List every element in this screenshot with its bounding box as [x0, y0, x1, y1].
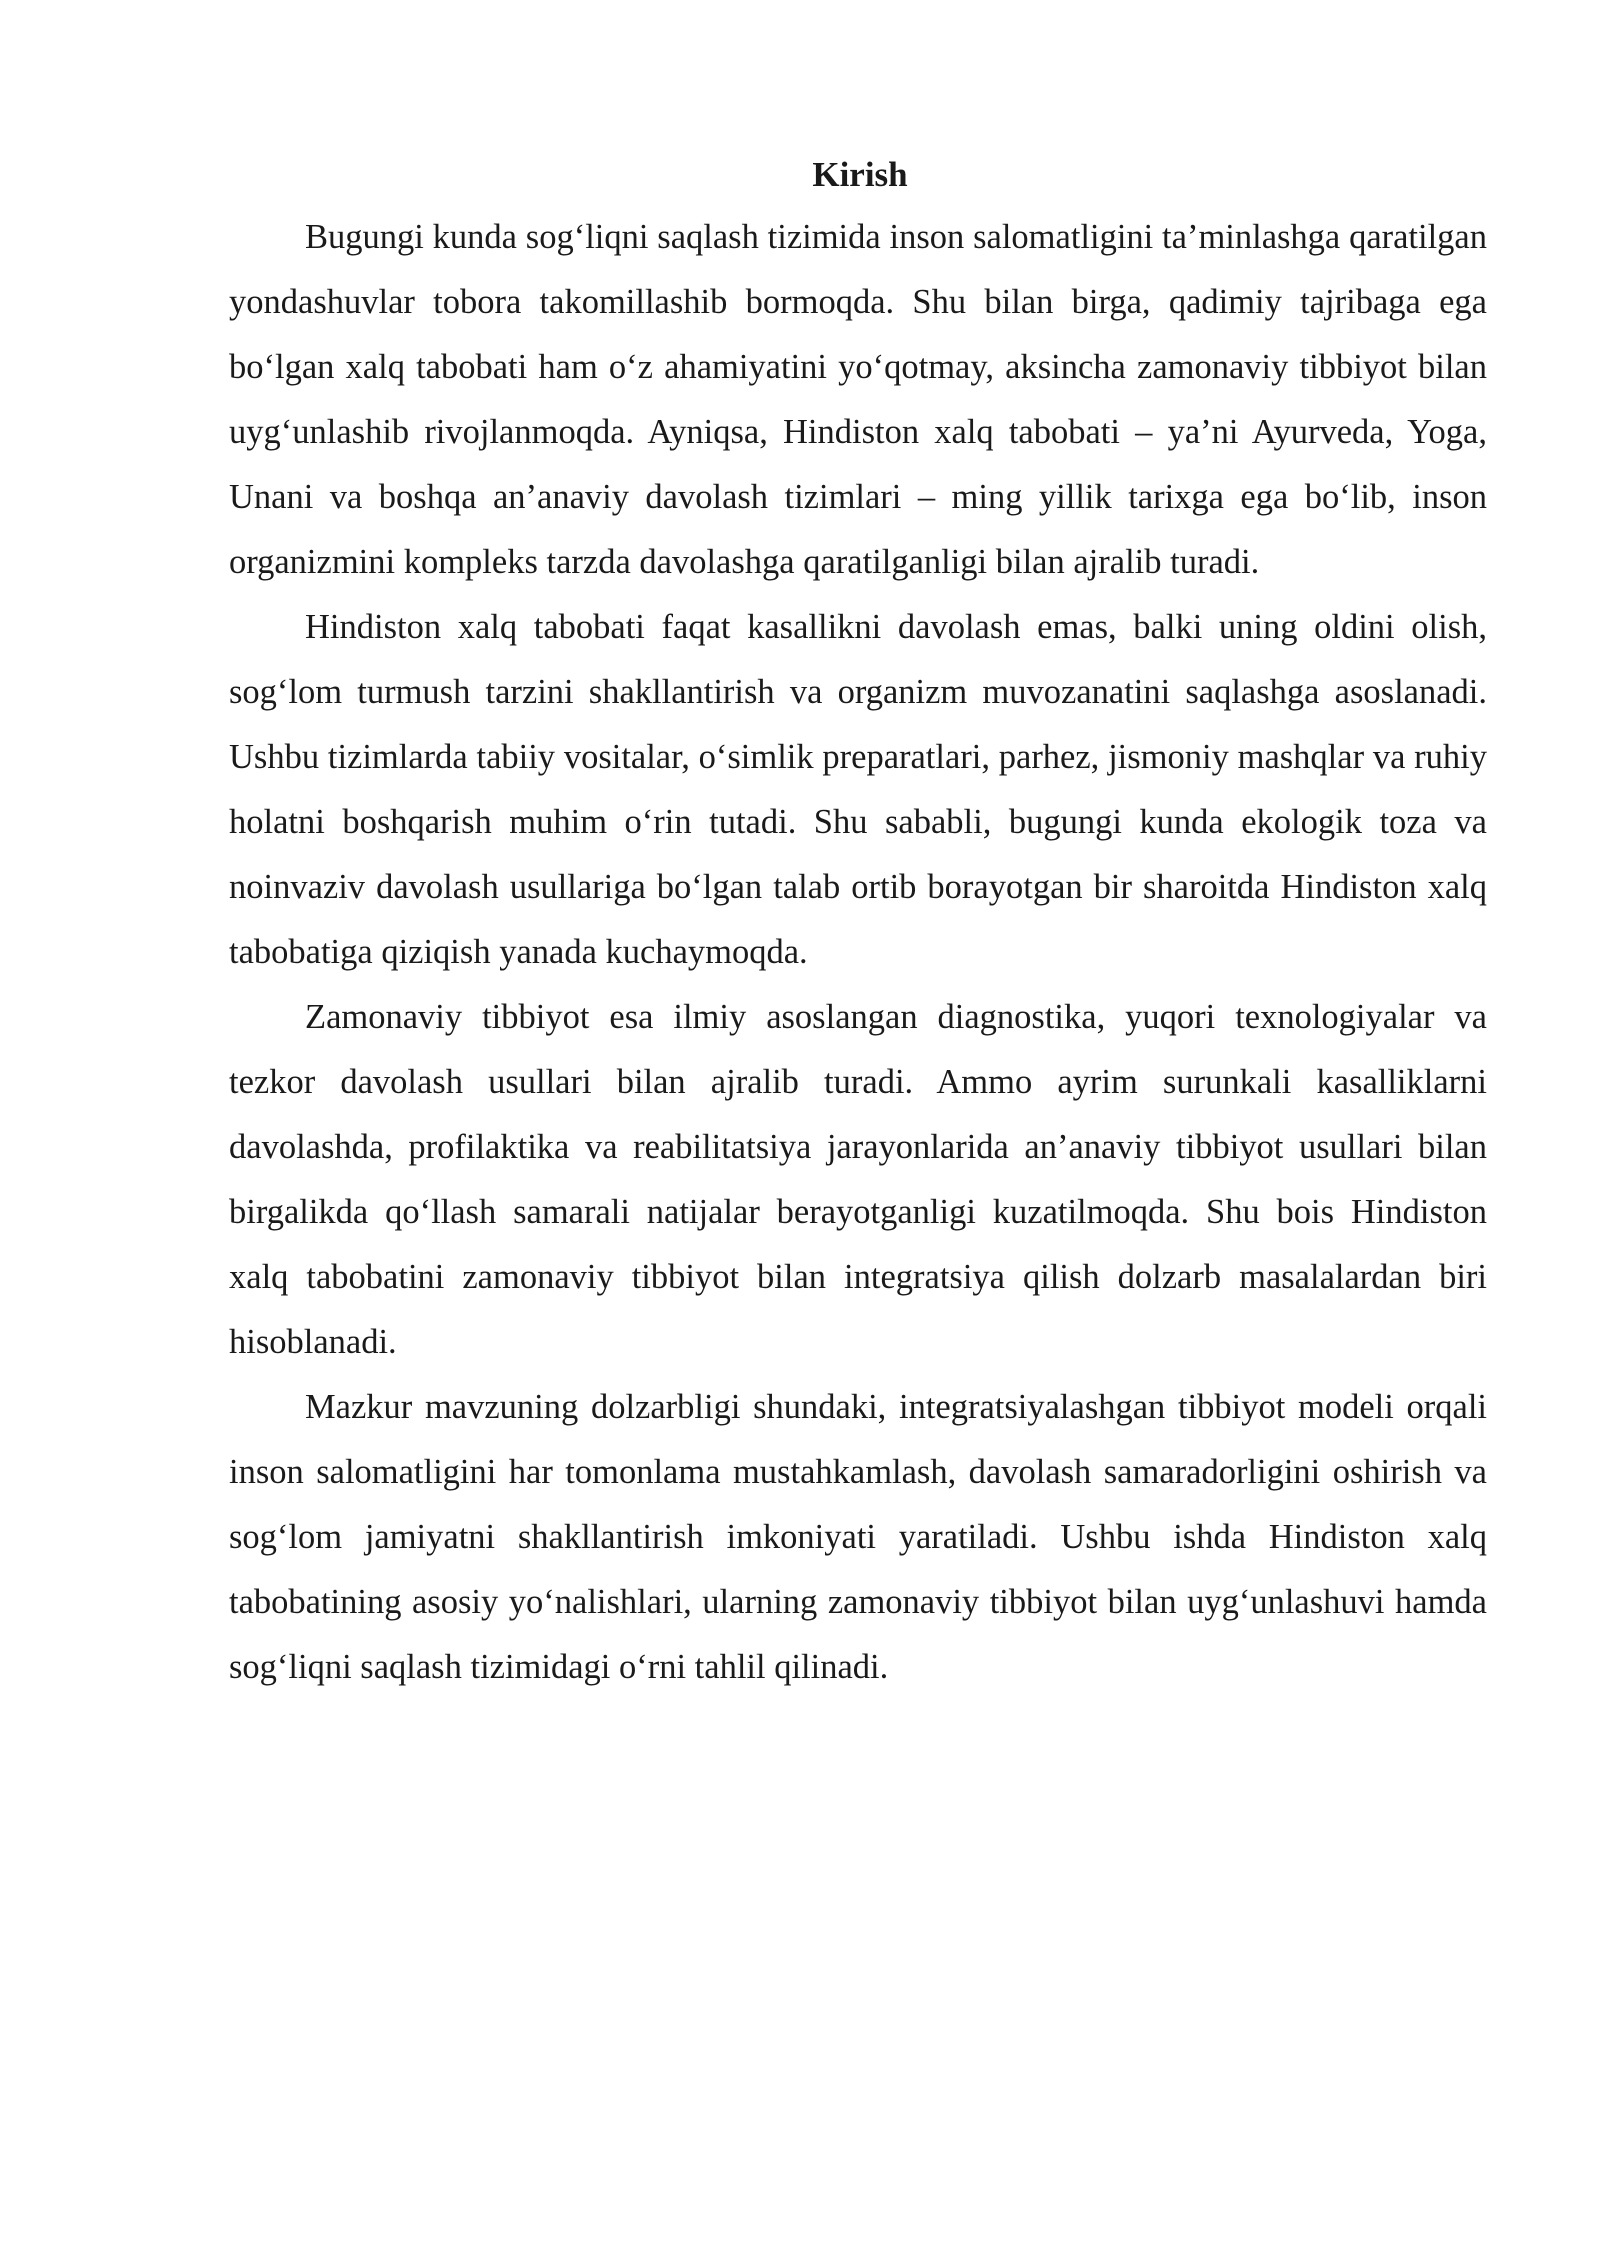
paragraph-3: Zamonaviy tibbiyot esa ilmiy asoslangan diagnostika, yuqori texnologiyalar va tezkor davolash usullari bilan ajralib turadi. Ammo ayrim surunkali kasalliklarni davolashda, profilaktika va reabilitatsiya jarayonlarida an’anaviy tibbiyot usullari bilan birgalikda qo‘llash samarali natijalar berayotganligi kuzatilmoqda. Shu bois Hindiston xalq tabobatini zamonaviy tibbiyot bilan integratsiya qilish dolzarb masalalardan biri hisoblanadi. [229, 998, 1487, 1361]
document-body [229, 145, 1487, 1700]
paragraph-2: Hindiston xalq tabobati faqat kasallikni davolash emas, balki uning oldini olish, sog‘lom turmush tarzini shakllantirish va organizm muvozanatini saqlashga asoslanadi. Ushbu tizimlarda tabiiy vositalar, o‘simlik preparatlari, parhez, jismoniy mashqlar va ruhiy holatni boshqarish muhim o‘rin tutadi. Shu sababli, bugungi kunda ekologik toza va noinvaziv davolash usullariga bo‘lgan talab ortib borayotgan bir sharoitda Hindiston xalq tabobatiga qiziqish yanada kuchaymoqda. [229, 608, 1487, 971]
paragraph-1: Bugungi kunda sog‘liqni saqlash tizimida inson salomatligini ta’minlashga qaratilgan yondashuvlar tobora takomillashib bormoqda. Shu bilan birga, qadimiy tajribaga ega bo‘lgan xalq tabobati ham o‘z ahamiyatini yo‘qotmay, aksincha zamonaviy tibbiyot bilan uyg‘unlashib rivojlanmoqda. Ayniqsa, Hindiston xalq tabobati – ya’ni Ayurveda, Yoga, Unani va boshqa an’anaviy davolash tizimlari – ming yillik tarixga ega bo‘lib, inson organizmini kompleks tarzda davolashga qaratilganligi bilan ajralib turadi. [229, 218, 1487, 581]
paragraph-4: Mazkur mavzuning dolzarbligi shundaki, integratsiyalashgan tibbiyot modeli orqali inson salomatligini har tomonlama mustahkamlash, davolash samaradorligini oshirish va sog‘lom jamiyatni shakllantirish imkoniyati yaratiladi. Ushbu ishda Hindiston xalq tabobatining asosiy yo‘nalishlari, ularning zamonaviy tibbiyot bilan uyg‘unlashuvi hamda sog‘liqni saqlash tizimidagi o‘rni tahlil qilinadi. [229, 1388, 1487, 1686]
page-title: Kirish [812, 155, 908, 194]
